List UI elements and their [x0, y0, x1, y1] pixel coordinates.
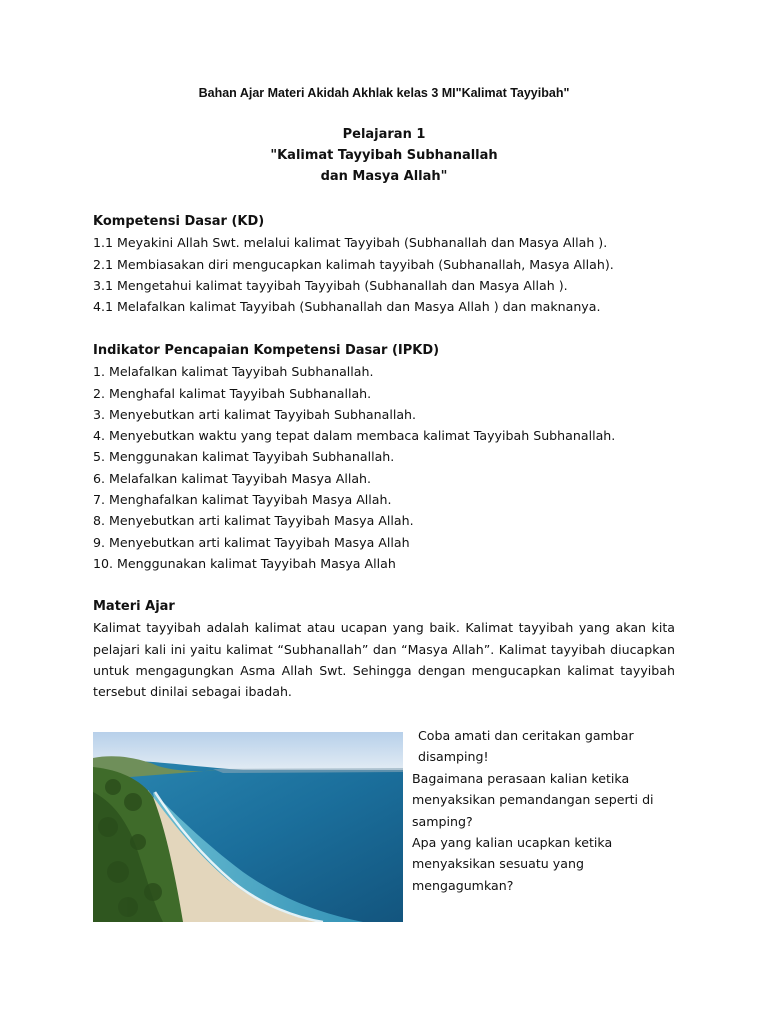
- ipkd-heading: Indikator Pencapaian Kompetensi Dasar (IPKD): [93, 343, 440, 358]
- ipkd-item: 5. Menggunakan kalimat Tayyibah Subhanallah.: [93, 449, 395, 465]
- kd-item: 2.1 Membiasakan diri mengucapkan kalimah tayyibah (Subhanallah, Masya Allah).: [93, 256, 614, 272]
- ipkd-item: 10. Menggunakan kalimat Tayyibah Masya Allah: [93, 555, 396, 571]
- kd-item: 3.1 Mengetahui kalimat tayyibah Tayyibah (Subhanallah dan Masya Allah ).: [93, 277, 568, 293]
- kd-section: [93, 211, 675, 317]
- lesson-number: Pelajaran 1: [342, 127, 426, 142]
- question-3-line-3: mengagumkan?: [412, 877, 514, 893]
- kd-item: 4.1 Melafalkan kalimat Tayyibah (Subhanallah dan Masya Allah ) dan maknanya.: [93, 299, 601, 315]
- ipkd-item: 8. Menyebutkan arti kalimat Tayyibah Masya Allah.: [93, 513, 414, 529]
- question-3-line-2: menyaksikan sesuatu yang: [412, 856, 584, 872]
- beach-landscape-icon: [93, 732, 403, 922]
- ipkd-item: 3. Menyebutkan arti kalimat Tayyibah Subhanallah.: [93, 406, 417, 422]
- ipkd-item: 7. Menghafalkan kalimat Tayyibah Masya Allah.: [93, 492, 392, 508]
- ipkd-section: [93, 340, 675, 574]
- beach-landscape-photo: [93, 732, 403, 922]
- question-1-line-1: Coba amati dan ceritakan gambar: [418, 728, 634, 743]
- materi-heading: Materi Ajar: [93, 599, 175, 614]
- kd-heading: Kompetensi Dasar (KD): [93, 214, 265, 229]
- question-2-line-1: Bagaimana perasaan kalian ketika: [412, 770, 630, 786]
- materi-section: [93, 596, 675, 702]
- document-title: Bahan Ajar Materi Akidah Akhlak kelas 3 MI"Kalimat Tayyibah": [198, 86, 570, 100]
- ipkd-item: 9. Menyebutkan arti kalimat Tayyibah Masya Allah: [93, 534, 410, 550]
- lesson-title-line-2: dan Masya Allah": [320, 169, 448, 184]
- question-1-line-2: disamping!: [418, 749, 489, 765]
- kd-item: 1.1 Meyakini Allah Swt. melalui kalimat Tayyibah (Subhanallah dan Masya Allah ).: [93, 235, 608, 251]
- ipkd-item: 4. Menyebutkan waktu yang tepat dalam membaca kalimat Tayyibah Subhanallah.: [93, 428, 616, 444]
- photo-questions: [412, 725, 682, 896]
- ipkd-item: 1. Melafalkan kalimat Tayyibah Subhanallah.: [93, 364, 374, 380]
- materi-paragraph: Kalimat tayyibah adalah kalimat atau ucapan yang baik. Kalimat tayyibah yang akan kita pelajari kali ini yaitu kalimat “Subhanallah” dan “Masya Allah”. Kalimat tayyibah diucapkan untuk mengagungkan Asma Allah Swt. Sehingga dengan mengucapkan kalimat tayyibah tersebut dinilai sebagai ibadah.: [93, 620, 675, 700]
- lesson-title-line-1: "Kalimat Tayyibah Subhanallah: [270, 148, 498, 163]
- question-2-line-2: menyaksikan pemandangan seperti di: [412, 792, 654, 808]
- question-2-line-3: samping?: [412, 813, 473, 829]
- lesson-title-block: [0, 124, 768, 187]
- ipkd-item: 6. Melafalkan kalimat Tayyibah Masya Allah.: [93, 470, 372, 486]
- ipkd-item: 2. Menghafal kalimat Tayyibah Subhanallah.: [93, 385, 372, 401]
- question-3-line-1: Apa yang kalian ucapkan ketika: [412, 835, 613, 851]
